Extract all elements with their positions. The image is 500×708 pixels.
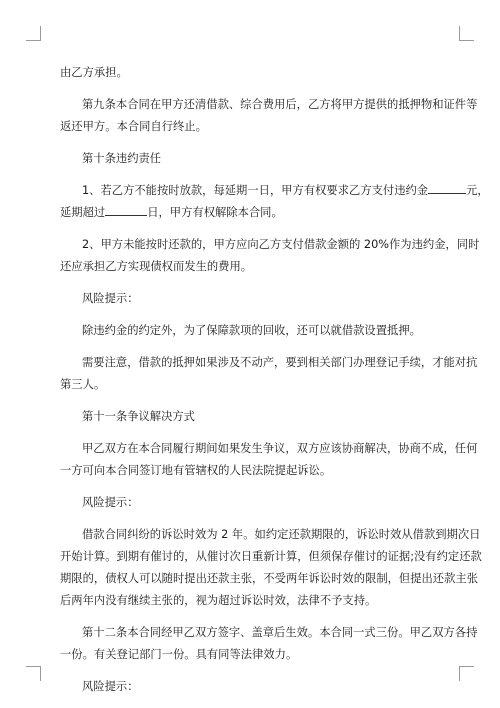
risk-tip-label: 风险提示： — [82, 496, 139, 509]
text-line: 甲乙双方在本合同履行期间如果发生争议，双方应该协商解决，协商不成，任何 — [82, 442, 478, 455]
paragraph-risk-tip — [60, 352, 478, 396]
paragraph-article-12 — [60, 622, 478, 666]
heading-article-10: 第十条违约责任 — [82, 152, 162, 165]
document-body — [60, 62, 489, 708]
risk-tip-label: 风险提示： — [82, 680, 139, 693]
text-line: 开始计算。到期有催讨的，从催讨次日重新计算，但须保存催讨的证据;没有约定还款 — [60, 550, 482, 563]
text-line: 第九条本合同在甲方还清借款、综合费用后，乙方将甲方提供的抵押物和证件等 — [82, 98, 478, 111]
text-line: 第十二条本合同经甲乙双方签字、盖章后生效。本合同一式三份。甲乙双方各持 — [82, 626, 478, 639]
paragraph-clause-10-2 — [60, 234, 480, 278]
text-line: 后两年内没有继续主张的，视为超过诉讼时效，法律不予支持。 — [60, 594, 377, 607]
paragraph-risk-tip — [60, 524, 482, 612]
text-span: 元， — [466, 184, 489, 197]
text-line: 2、甲方未能按时还款的，甲方应向乙方支付借款金额的 20%作为违约金，同时 — [82, 238, 480, 251]
text-line — [60, 180, 489, 202]
text-line: 借款合同纠纷的诉讼时效为 2 年。如约定还款期限的，诉讼时效从借款到期次日 — [82, 528, 481, 541]
text-line: 需要注意，借款的抵押如果涉及不动产，要到相关部门办理登记手续，才能对抗 — [82, 356, 478, 369]
text-span: 1、若乙方不能按时放款，每延期一日，甲方有权要求乙方支付违约金 — [82, 184, 429, 197]
text-line: 一份。有关登记部门一份。具有同等法律效力。 — [60, 648, 298, 661]
crop-mark-bottom-left — [26, 666, 41, 681]
paragraph-article-9 — [60, 94, 478, 138]
heading-article-11: 第十一条争议解决方式 — [82, 410, 195, 423]
crop-mark-bottom-right — [459, 666, 474, 681]
text-span: 延期超过 — [60, 206, 106, 219]
text-span: 日，甲方有权解除本合同。 — [147, 206, 283, 219]
text-line — [60, 202, 444, 224]
crop-mark-top-left — [26, 26, 41, 41]
paragraph-article-11 — [60, 438, 478, 482]
text-line: 一方可向本合同签订地有管辖权的人民法院提起诉讼。 — [60, 464, 332, 477]
crop-mark-top-right — [459, 26, 474, 41]
paragraph-clause-10-1 — [60, 180, 489, 224]
text-line: 还应承担乙方实现债权而发生的费用。 — [60, 260, 253, 273]
paragraph-continuation: 由乙方承担。 — [60, 66, 128, 79]
text-line: 第三人。 — [60, 378, 106, 391]
risk-tip-label: 风险提示： — [82, 292, 139, 305]
fill-in-blank-amount — [428, 181, 466, 194]
text-line: 返还甲方。本合同自行终止。 — [60, 120, 207, 133]
text-line: 期限的，债权人可以随时提出还款主张，不受两年诉讼时效的限制，但提出还款主张 — [60, 572, 478, 585]
paragraph-risk-tip: 除违约金的约定外，为了保障款项的回收，还可以就借款设置抵押。 — [82, 324, 421, 337]
fill-in-blank-days — [105, 203, 147, 216]
